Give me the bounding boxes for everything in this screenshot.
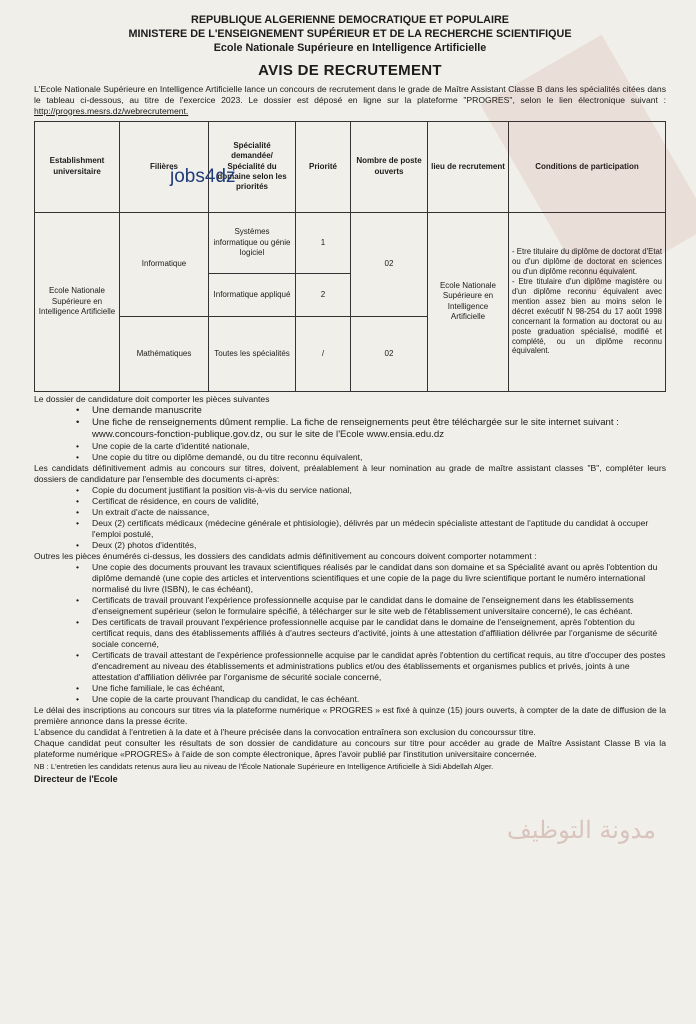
th-conditions: Conditions de participation — [509, 121, 666, 212]
th-filieres: Filières — [120, 121, 209, 212]
cell-specialite-1: Systèmes informatique ou génie logiciel — [209, 212, 296, 273]
cell-nombre-informatique: 02 — [351, 212, 428, 316]
list-item: • Certificats de travail attestant de l'expérience professionnelle acquise par le candidat après l'obtention du certificat requis, au titre d'occuper des postes d'encadrement au niveau des établissements et administrations publics et/ou des établissements et organismes publics et privés, joints à une attestation d'affiliation délivrée par l'organisme de sécurité sociale concerné, — [92, 650, 666, 683]
header-line-2: MINISTERE DE L'ENSEIGNEMENT SUPÉRIEUR ET DE LA RECHERCHE SCIENTIFIQUE — [128, 27, 572, 40]
header-line-3: Ecole Nationale Supérieure en Intelligence Artificielle — [213, 41, 487, 54]
admis-list — [34, 485, 666, 551]
intro-text: L'Ecole Nationale Supérieure en Intelligence Artificielle lance un concours de recrutement dans le grade de Maître Assistant Classe B dans les spécialités citées dans le tableau ci-dessous, au titre de l'exercice 2023. Le dossier est déposé en ligne sur la plateforme "PROGRES", selon le lien électronique suivant : — [34, 83, 666, 105]
list-item: • Copie du document justifiant la position vis-à-vis du service national, — [92, 485, 666, 496]
outres-heading: Outres les pièces énumérés ci-dessus, les dossiers des candidats admis définitivement au concours doivent comporter notamment : — [34, 551, 537, 562]
letterhead — [34, 14, 666, 55]
page-title: AVIS DE RECRUTEMENT — [258, 62, 442, 80]
list-item: • Une copie de la carte d'identité nationale, — [92, 441, 666, 452]
signature: Directeur de l'Ecole — [34, 774, 118, 785]
cell-priorite-3: / — [296, 316, 351, 391]
list-item: • Certificats de travail prouvant l'expérience professionnelle acquise par le candidat dans le domaine de l'enseignement dans les établissements d'enseignement supérieur (selon le formulaire spécifié, à télécharger sur le site web de l'établissement universitaire concerné), le cas échéant. — [92, 595, 666, 617]
condition-2: - Etre titulaire d'un diplôme magistère ou d'un diplôme reconnu équivalent avec mention assez bien au moins selon le décret exécutif N 98-254 du 17 août 1998 concernant la formation au doctorat ou au poste graduation spécialisé, modifié et complété, ou un diplôme reconnu équivalent. — [512, 276, 662, 356]
list-item: • Des certificats de travail prouvant l'expérience professionnelle acquise par le candidat dans le domaine de l'enseignement, après l'obtention du certificat requis, dans des établissements affiliés à d'autres secteurs d'activité, joints à une attestation d'affiliation délivrée par l'organisme de sécurité sociale concerné, — [92, 617, 666, 650]
progres-link[interactable]: http://progres.mesrs.dz/webrecrutement. — [34, 105, 189, 116]
dossier-list — [34, 405, 666, 464]
cell-priorite-1: 1 — [296, 212, 351, 273]
outres-list — [34, 562, 666, 705]
cell-etablissement: Ecole Nationale Supérieure en Intelligence Artificielle — [35, 212, 120, 391]
nb-note: NB : L'entretien les candidats retenus aura lieu au niveau de l'École Nationale Supérieure en Intelligence Artificielle à Sidi Abdellah Alger. — [34, 762, 494, 772]
list-item: • Certificat de résidence, en cours de validité, — [92, 496, 666, 507]
th-etablissement: Establishment universitaire — [35, 121, 120, 212]
cell-filiere-mathematiques: Mathématiques — [120, 316, 209, 391]
closing-paragraph-1: Le délai des inscriptions au concours sur titres via la plateforme numérique « PROGRES » est fixé à quinze (15) jours ouverts, à compter de la date de diffusion de la première annonce dans la presse écrite. — [34, 705, 666, 727]
cell-priorite-2: 2 — [296, 273, 351, 316]
list-item: • Un extrait d'acte de naissance, — [92, 507, 666, 518]
admis-heading: Les candidats définitivement admis au concours sur titres, doivent, préalablement à leur nomination au grade de maître assistant classes "B", compléter leurs dossiers de candidature par l'ensemble des documents ci-après: — [34, 463, 666, 485]
cell-filiere-informatique: Informatique — [120, 212, 209, 316]
list-item: • Une demande manuscrite — [92, 405, 666, 417]
list-item: • Une fiche familiale, le cas échéant, — [92, 683, 666, 694]
list-item: • Une copie de la carte prouvant l'handicap du candidat, le cas échéant. — [92, 694, 666, 705]
blog-stamp-watermark: مدونة التوظيف — [506, 816, 656, 844]
cell-nombre-mathematiques: 02 — [351, 316, 428, 391]
closing-paragraph-3: Chaque candidat peut consulter les résultats de son dossier de candidature au concours sur titre pour accéder au grade de Maître Assistant Classe B via la plateforme numérique «PROGRES» à l'aide de son compte électronique, âpres l'avoir publié par l'institution universitaire concernée. — [34, 738, 666, 760]
cell-specialite-2: Informatique appliqué — [209, 273, 296, 316]
th-nombre: Nombre de poste ouverts — [351, 121, 428, 212]
cell-specialite-3: Toutes les spécialités — [209, 316, 296, 391]
list-item: • Deux (2) certificats médicaux (médecine générale et phtisiologie), délivrés par un médecin spécialiste attestant de l'aptitude du candidat à occuper l'emploi postulé, — [92, 518, 666, 540]
header-line-1: REPUBLIQUE ALGERIENNE DEMOCRATIQUE ET POPULAIRE — [191, 14, 509, 26]
watermark: jobs4dz — [170, 166, 236, 187]
list-item: • Une fiche de renseignements dûment remplie. La fiche de renseignements peut être téléchargée sur le site internet suivant : www.concours-fonction-publique.gov.dz, ou sur le site de l'Ecole www.ensia.edu.dz — [92, 417, 666, 442]
list-item: • Une copie du titre ou diplôme demandé, ou du titre reconnu équivalent, — [92, 452, 666, 463]
th-specialite: Spécialité demandée/ Spécialité du domaine selon les priorités — [209, 121, 296, 212]
condition-1: - Etre titulaire du diplôme de doctorat d'Etat ou d'un diplôme de doctorat en sciences ou d'un diplôme reconnu équivalent. — [512, 246, 662, 276]
th-lieu: lieu de recrutement — [428, 121, 509, 212]
dossier-heading: Le dossier de candidature doit comporter les pièces suivantes — [34, 393, 270, 404]
cell-lieu: Ecole Nationale Supérieure en Intelligence Artificielle — [428, 212, 509, 391]
th-priorite: Priorité — [296, 121, 351, 212]
list-item: • Deux (2) photos d'identités, — [92, 540, 666, 551]
closing-paragraph-2: L'absence du candidat à l'entretien à la date et à l'heure précisée dans la convocation entraînera son exclusion du concourssur titre. — [34, 727, 536, 738]
list-item: • Une copie des documents prouvant les travaux scientifiques réalisés par le candidat dans son domaine et sa Spécialité avant ou après l'obtention du diplôme demandé (une copie des articles et interventions scientifiques et une copie de la page du livre scientifique portant le numéro international normalisé du livre (ISBN), le cas échéant), — [92, 562, 666, 595]
